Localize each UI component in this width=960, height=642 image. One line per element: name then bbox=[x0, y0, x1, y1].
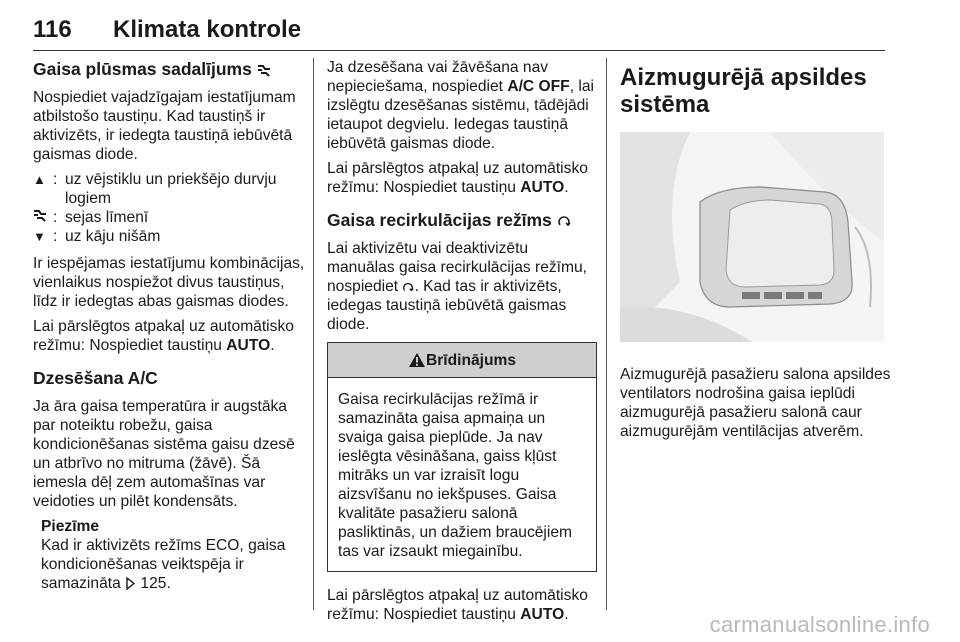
page-ref-icon bbox=[125, 577, 136, 590]
page-reference-link[interactable]: 125. bbox=[140, 575, 171, 592]
note-title: Piezīme bbox=[41, 518, 100, 535]
recirculation-icon bbox=[402, 281, 414, 293]
warning-header bbox=[328, 343, 596, 378]
section-title: Aizmugurējā apsildes sistēma bbox=[620, 64, 867, 118]
note bbox=[41, 517, 305, 593]
watermark: carmanualsonline.info bbox=[709, 612, 930, 637]
section-heading: Dzesēšana A/C bbox=[33, 368, 158, 388]
page-title: Klimata kontrole bbox=[113, 16, 302, 43]
paragraph: Lai pārslēgtos atpakaļ uz automātisko režīmu: Nospiediet taustiņu AUTO. bbox=[327, 587, 588, 623]
paragraph: Lai pārslēgtos atpakaļ uz automātisko režīmu: Nospiediet taustiņu AUTO. bbox=[327, 160, 588, 196]
paragraph: Ja āra gaisa temperatūra ir augstāka par noteiktu robežu, gaisa kondicionēšanas sistēma gaisu dzesē un atbrīvo no mitruma (žāvē). Šā iemesla dēļ zem automašīnas var veidoties un pilēt kondensāts. bbox=[33, 398, 295, 510]
face-vent-icon bbox=[33, 208, 53, 227]
page-number: 116 bbox=[33, 16, 72, 43]
paragraph: Nospiediet vajadzīgajam iestatījumam atbilstošo taustiņu. Kad taustiņš ir aktivizēts, ir iedegta taustiņā iebūvētā gaismas diode. bbox=[33, 89, 296, 163]
face-vent-icon bbox=[257, 63, 271, 77]
legend-item: ▼ : uz kāju nišām bbox=[33, 228, 161, 245]
warning-text: Gaisa recirkulācijas režīmā ir samazināta gaisa apmaiņa un svaiga gaisa pieplūde. Ja nav ieslēgta vēsināšana, gaiss kļūst mitrāks un var izraisīt logu aizsvīšanu no iekšpuses. Gaisa kvalitāte pasažieru salonā pasliktinās, un dažiem braucējiem tas var izsaukt miegainību. bbox=[338, 391, 573, 560]
section-heading: Gaisa plūsmas sadalījums bbox=[33, 58, 305, 80]
paragraph: Aizmugurējā pasažieru salona apsildes ventilators nodrošina gaisa ieplūdi aizmugurējā pasažieru salonā caur aizmugurējām ventilācijas atverēm. bbox=[620, 366, 891, 440]
paragraph: Lai aktivizētu vai deaktivizētu manuālas gaisa recirkulācijas režīmu, nospiediet . Kad tas ir aktivizēts, iedegas taustiņā iebūvētā gaismas diode. bbox=[327, 240, 587, 333]
recirculation-icon bbox=[557, 214, 571, 228]
warning-title: Brīdinājums bbox=[425, 351, 517, 369]
paragraph: Lai pārslēgtos atpakaļ uz automātisko režīmu: Nospiediet taustiņu AUTO. bbox=[33, 318, 294, 354]
legend-item: ▲ : uz vējstiklu un priekšējo durvju logiem bbox=[33, 171, 277, 207]
arrow-up-icon: ▲ bbox=[33, 172, 46, 187]
paragraph: Ja dzesēšana vai žāvēšana nav nepieciešama, nospiediet A/C OFF, lai izslēgtu dzesēšanas sistēmu, tādējādi ietaupot degvielu. Iedegas taustiņā iebūvētā gaismas diode. bbox=[327, 59, 594, 152]
rear-heater-illustration bbox=[620, 132, 884, 342]
column-divider bbox=[313, 58, 314, 610]
paragraph: Ir iespējamas iestatījumu kombinācijas, vienlaikus nospiežot divus taustiņus, līdz ir iedegtas abas gaismas diodes. bbox=[33, 255, 305, 310]
airflow-legend bbox=[33, 170, 305, 246]
arrow-down-icon: ▼ bbox=[33, 229, 46, 244]
warning-triangle-icon bbox=[408, 352, 426, 368]
warning-box bbox=[327, 342, 597, 572]
legend-item: : sejas līmenī bbox=[33, 208, 305, 227]
column-divider bbox=[606, 58, 607, 610]
note-text: Kad ir aktivizēts režīms ECO, gaisa kondicionēšanas veiktspēja ir samazināta 125. bbox=[41, 537, 286, 592]
column-2 bbox=[327, 58, 597, 630]
column-3 bbox=[620, 58, 892, 447]
section-heading: Gaisa recirkulācijas režīms bbox=[327, 209, 597, 231]
page-header bbox=[33, 14, 885, 51]
column-1 bbox=[33, 58, 305, 593]
